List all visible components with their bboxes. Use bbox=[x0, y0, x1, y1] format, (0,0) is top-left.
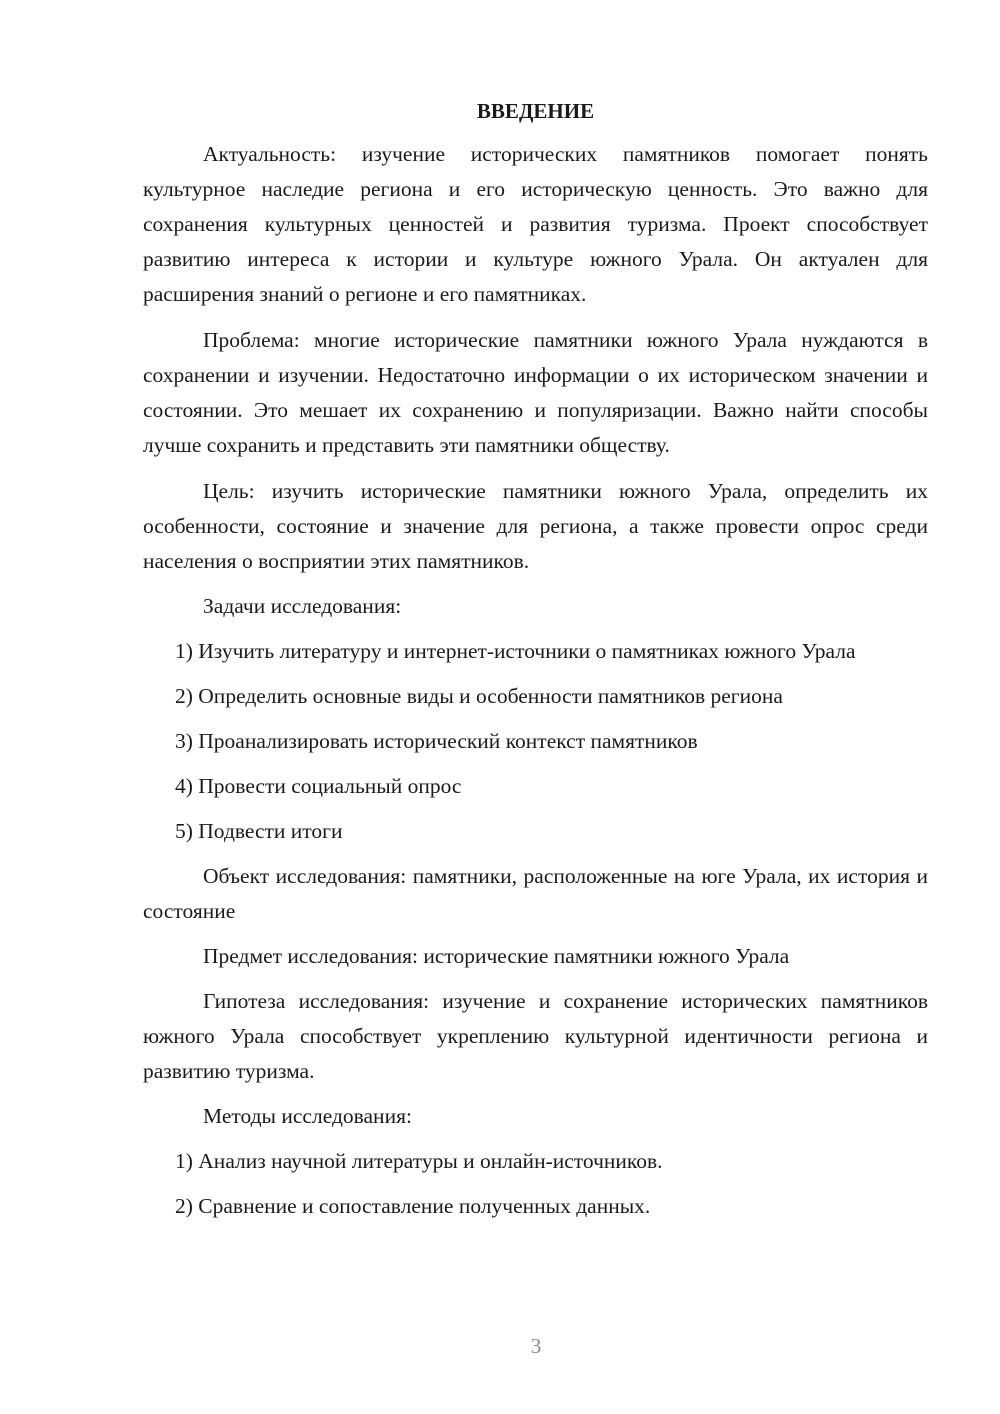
page-number: 3 bbox=[530, 1334, 542, 1358]
page-content bbox=[143, 95, 928, 1224]
relevance-paragraph: Актуальность: изучение исторических памятников помогает понять культурное наследие региона и его историческую ценность. Это важно для сохранения культурных ценностей и развития туризма. Проект способствует развитию интереса к истории и культуре южного Урала. Он актуален для расширения знаний о регионе и его памятниках. bbox=[143, 142, 928, 306]
task-item-2: 2) Определить основные виды и особенности памятников региона bbox=[175, 684, 783, 708]
subject-paragraph: Предмет исследования: исторические памятники южного Урала bbox=[203, 944, 790, 968]
task-item-3: 3) Проанализировать исторический контекст памятников bbox=[175, 729, 698, 753]
task-item-1: 1) Изучить литературу и интернет-источники о памятниках южного Урала bbox=[175, 639, 856, 663]
task-item-4: 4) Провести социальный опрос bbox=[175, 774, 462, 798]
method-item-2: 2) Сравнение и сопоставление полученных данных. bbox=[175, 1194, 651, 1218]
section-title: ВВЕДЕНИЕ bbox=[476, 99, 595, 123]
task-item-5: 5) Подвести итоги bbox=[175, 819, 343, 843]
method-item-1: 1) Анализ научной литературы и онлайн-источников. bbox=[175, 1149, 663, 1173]
goal-paragraph: Цель: изучить исторические памятники южного Урала, определить их особенности, состояние и значение для региона, а также провести опрос среди населения о восприятии этих памятников. bbox=[143, 479, 928, 573]
tasks-heading: Задачи исследования: bbox=[203, 594, 402, 618]
hypothesis-paragraph: Гипотеза исследования: изучение и сохранение исторических памятников южного Урала способствует укреплению культурной идентичности региона и развитию туризма. bbox=[143, 989, 928, 1083]
object-paragraph: Объект исследования: памятники, расположенные на юге Урала, их история и состояние bbox=[143, 864, 928, 923]
methods-heading: Методы исследования: bbox=[203, 1104, 412, 1128]
problem-paragraph: Проблема: многие исторические памятники южного Урала нуждаются в сохранении и изучении. Недостаточно информации о их историческом значении и состоянии. Это мешает их сохранению и популяризации. Важно найти способы лучше сохранить и представить эти памятники обществу. bbox=[143, 328, 928, 457]
